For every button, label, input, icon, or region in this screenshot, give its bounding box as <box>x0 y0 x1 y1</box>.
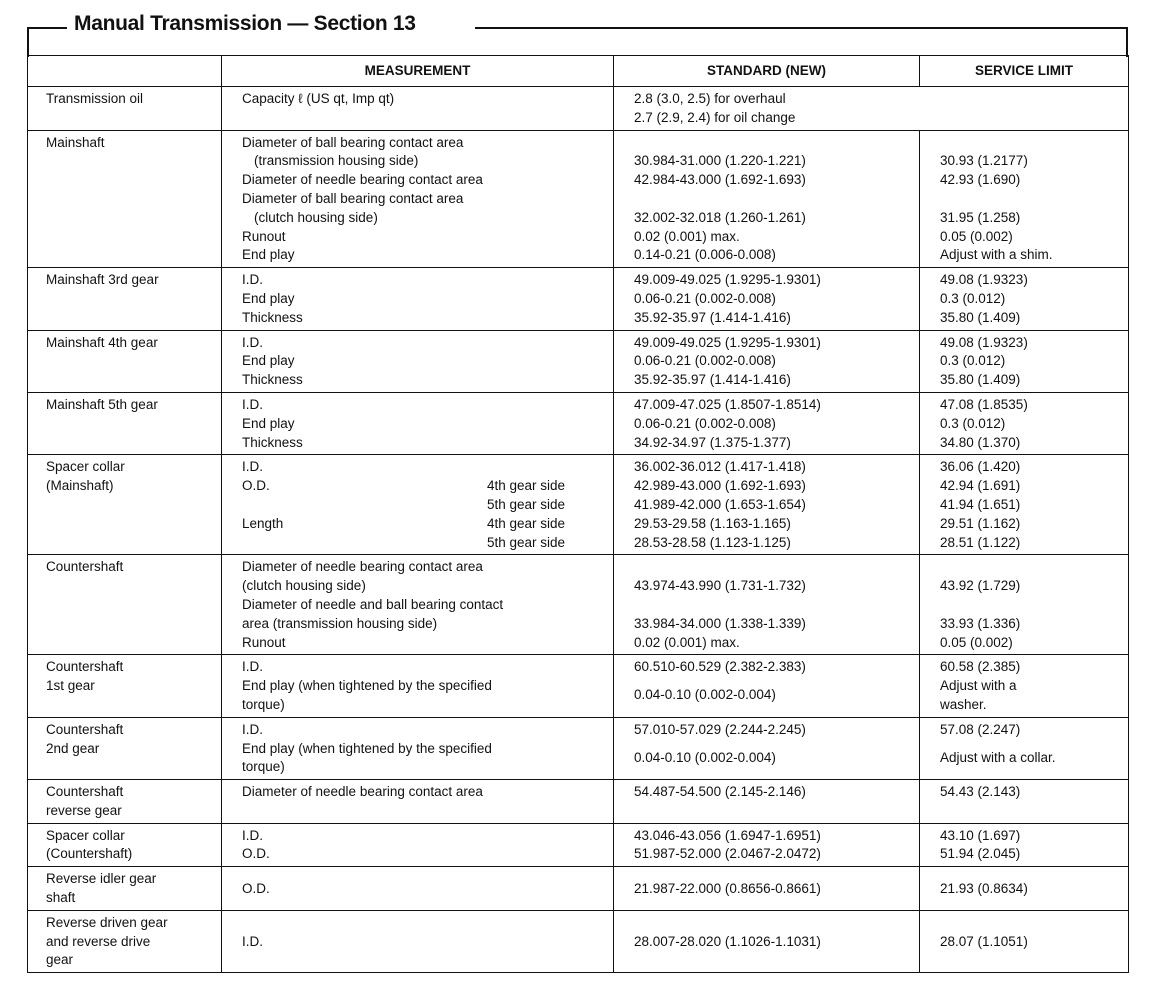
limit-value: 0.05 (0.002) <box>940 228 1013 244</box>
measurement-label: End play (when tightened by the specified <box>242 740 492 756</box>
service-limit-cell <box>920 717 1129 779</box>
limit-value: 60.58 (2.385) <box>940 659 1021 675</box>
service-limit-cell <box>920 555 1129 655</box>
standard-value: 28.53-28.58 (1.123-1.125) <box>634 534 791 550</box>
measurement-label: area (transmission housing side) <box>242 615 438 631</box>
measurement-cell <box>222 330 614 392</box>
table-row <box>28 268 1129 330</box>
table-row <box>28 392 1129 454</box>
limit-value: 35.80 (1.409) <box>940 309 1021 325</box>
table-row <box>28 555 1129 655</box>
standard-cell <box>614 780 920 824</box>
standard-value: 0.06-0.21 (0.002-0.008) <box>634 415 776 431</box>
standard-value: 34.92-34.97 (1.375-1.377) <box>634 434 791 450</box>
page-title: Manual Transmission — Section 13 <box>68 12 422 36</box>
limit-value: 54.43 (2.143) <box>940 784 1021 800</box>
service-limit-cell <box>920 867 1129 911</box>
measurement-label: End play <box>242 290 295 306</box>
item-label: gear <box>46 952 74 968</box>
item-cell <box>28 268 222 330</box>
standard-cell <box>614 655 920 717</box>
measurement-label: Diameter of needle bearing contact area <box>242 784 483 800</box>
standard-cell <box>614 823 920 867</box>
standard-value: 0.04-0.10 (0.002-0.004) <box>634 749 776 765</box>
header-service-limit: SERVICE LIMIT <box>920 56 1129 87</box>
standard-cell <box>614 392 920 454</box>
limit-value: 30.93 (1.2177) <box>940 153 1028 169</box>
header-row <box>28 56 1129 87</box>
measurement-label: Thickness <box>242 309 303 325</box>
measurement-label: Capacity ℓ (US qt, Imp qt) <box>242 91 395 106</box>
measurement-label: O.D. <box>242 846 270 862</box>
measurement-cell <box>222 555 614 655</box>
item-label: Reverse driven gear <box>46 914 168 930</box>
item-label: Spacer collar <box>46 459 125 475</box>
standard-value: 33.984-34.000 (1.338-1.339) <box>634 615 806 631</box>
item-cell <box>28 867 222 911</box>
limit-value: 28.07 (1.1051) <box>940 933 1028 949</box>
limit-value: 34.80 (1.370) <box>940 434 1021 450</box>
table-row <box>28 330 1129 392</box>
limit-value: 42.94 (1.691) <box>940 478 1021 494</box>
measurement-label: Length <box>242 515 284 531</box>
limit-value: 49.08 (1.9323) <box>940 334 1028 350</box>
measurement-label: End play (when tightened by the specified <box>242 678 492 694</box>
standard-cell <box>614 555 920 655</box>
limit-value: 0.3 (0.012) <box>940 415 1006 431</box>
measurement-sublabel: 4th gear side <box>487 515 566 531</box>
item-label: 1st gear <box>46 678 95 694</box>
standard-value: 0.06-0.21 (0.002-0.008) <box>634 353 776 369</box>
measurement-cell <box>222 780 614 824</box>
standard-value: 42.989-43.000 (1.692-1.693) <box>634 478 806 494</box>
standard-value: 41.989-42.000 (1.653-1.654) <box>634 496 806 512</box>
item-label: Spacer collar <box>46 827 125 843</box>
limit-value: 29.51 (1.162) <box>940 515 1021 531</box>
service-limit-cell <box>920 130 1129 268</box>
limit-value: 0.05 (0.002) <box>940 634 1013 650</box>
measurement-label: End play <box>242 353 295 369</box>
standard-value: 51.987-52.000 (2.0467-2.0472) <box>634 846 821 862</box>
limit-value: 33.93 (1.336) <box>940 615 1021 631</box>
item-label: (Mainshaft) <box>46 478 114 494</box>
measurement-label: Diameter of needle and ball bearing contact <box>242 596 504 612</box>
item-cell <box>28 392 222 454</box>
item-label: Mainshaft 4th gear <box>46 334 158 350</box>
limit-value: 47.08 (1.8535) <box>940 396 1028 412</box>
item-label: Countershaft <box>46 721 124 737</box>
measurement-cell <box>222 867 614 911</box>
item-cell <box>28 910 222 972</box>
standard-value: 43.046-43.056 (1.6947-1.6951) <box>634 827 821 843</box>
standard-value: 0.06-0.21 (0.002-0.008) <box>634 290 776 306</box>
measurement-label: Thickness <box>242 434 303 450</box>
table-row <box>28 87 1129 131</box>
frame-left-line <box>27 27 29 57</box>
standard-value: 43.974-43.990 (1.731-1.732) <box>634 578 806 594</box>
standard-cell <box>614 87 1129 131</box>
limit-value: 28.51 (1.122) <box>940 534 1021 550</box>
measurement-cell <box>222 87 614 131</box>
measurement-cell <box>222 392 614 454</box>
item-label: 2nd gear <box>46 740 100 756</box>
measurement-sublabel: 5th gear side <box>487 534 566 550</box>
measurement-sublabel: 4th gear side <box>487 478 566 494</box>
table-row <box>28 867 1129 911</box>
measurement-label: I.D. <box>242 272 264 288</box>
standard-cell <box>614 867 920 911</box>
measurement-cell <box>222 455 614 555</box>
measurement-label: O.D. <box>242 478 270 494</box>
standard-value: 57.010-57.029 (2.244-2.245) <box>634 721 806 737</box>
standard-value: 21.987-22.000 (0.8656-0.8661) <box>634 880 821 896</box>
standard-value: 49.009-49.025 (1.9295-1.9301) <box>634 334 821 350</box>
measurement-label: End play <box>242 247 295 263</box>
item-label: Countershaft <box>46 784 124 800</box>
measurement-label: (clutch housing side) <box>242 578 366 594</box>
limit-value: 31.95 (1.258) <box>940 209 1021 225</box>
standard-value: 0.02 (0.001) max. <box>634 634 740 650</box>
service-limit-cell <box>920 655 1129 717</box>
standard-value: 60.510-60.529 (2.382-2.383) <box>634 659 806 675</box>
measurement-label: Diameter of ball bearing contact area <box>242 134 464 150</box>
limit-value: Adjust with a collar. <box>940 749 1056 765</box>
standard-value: 35.92-35.97 (1.414-1.416) <box>634 372 791 388</box>
frame-top-right-line <box>475 27 1128 29</box>
service-limit-cell <box>920 330 1129 392</box>
table-row <box>28 823 1129 867</box>
measurement-label: Diameter of needle bearing contact area <box>242 172 483 188</box>
limit-value: 41.94 (1.651) <box>940 496 1021 512</box>
item-cell <box>28 780 222 824</box>
header-item <box>28 56 222 87</box>
standard-cell <box>614 910 920 972</box>
service-limit-cell <box>920 455 1129 555</box>
item-label: Reverse idler gear <box>46 871 157 887</box>
service-limit-cell <box>920 910 1129 972</box>
header-measurement: MEASUREMENT <box>222 56 614 87</box>
service-limit-cell <box>920 780 1129 824</box>
standard-cell <box>614 268 920 330</box>
item-label: Countershaft <box>46 659 124 675</box>
limit-value: 49.08 (1.9323) <box>940 272 1028 288</box>
measurement-label: I.D. <box>242 396 264 412</box>
limit-value: 0.3 (0.012) <box>940 353 1006 369</box>
limit-value: 0.3 (0.012) <box>940 290 1006 306</box>
standard-value: 30.984-31.000 (1.220-1.221) <box>634 153 806 169</box>
limit-value: Adjust with a <box>940 678 1017 694</box>
measurement-label: torque) <box>242 696 285 712</box>
standard-value: 0.02 (0.001) max. <box>634 228 740 244</box>
measurement-cell <box>222 268 614 330</box>
item-cell <box>28 823 222 867</box>
measurement-label: I.D. <box>242 827 264 843</box>
item-label: Transmission oil <box>46 91 144 106</box>
header-standard: STANDARD (NEW) <box>614 56 920 87</box>
measurement-label: (clutch housing side) <box>254 209 378 225</box>
limit-value: 43.92 (1.729) <box>940 578 1021 594</box>
measurement-label: O.D. <box>242 880 270 896</box>
item-cell <box>28 87 222 131</box>
standard-value: 54.487-54.500 (2.145-2.146) <box>634 784 806 800</box>
measurement-label: I.D. <box>242 659 264 675</box>
measurement-cell <box>222 823 614 867</box>
item-label: and reverse drive <box>46 933 151 949</box>
measurement-cell <box>222 130 614 268</box>
table-row <box>28 130 1129 268</box>
standard-value: 47.009-47.025 (1.8507-1.8514) <box>634 396 821 412</box>
service-limit-cell <box>920 392 1129 454</box>
measurement-label: Thickness <box>242 372 303 388</box>
standard-cell <box>614 330 920 392</box>
measurement-label: Diameter of ball bearing contact area <box>242 190 464 206</box>
specification-table <box>27 55 1129 973</box>
standard-value: 0.14-0.21 (0.006-0.008) <box>634 247 776 263</box>
item-cell <box>28 717 222 779</box>
standard-value: 35.92-35.97 (1.414-1.416) <box>634 309 791 325</box>
item-cell <box>28 130 222 268</box>
table-row <box>28 455 1129 555</box>
measurement-label: Runout <box>242 634 286 650</box>
measurement-label: I.D. <box>242 334 264 350</box>
standard-value: 49.009-49.025 (1.9295-1.9301) <box>634 272 821 288</box>
limit-value: 36.06 (1.420) <box>940 459 1021 475</box>
item-cell <box>28 655 222 717</box>
item-label: Mainshaft 5th gear <box>46 396 158 412</box>
item-label: shaft <box>46 890 76 906</box>
limit-value: 35.80 (1.409) <box>940 372 1021 388</box>
frame-right-line <box>1126 27 1128 57</box>
measurement-label: I.D. <box>242 459 264 475</box>
limit-value: 43.10 (1.697) <box>940 827 1021 843</box>
item-cell <box>28 455 222 555</box>
limit-value: 51.94 (2.045) <box>940 846 1021 862</box>
standard-value: 32.002-32.018 (1.260-1.261) <box>634 209 806 225</box>
measurement-label: End play <box>242 415 295 431</box>
service-limit-cell <box>920 823 1129 867</box>
limit-value: Adjust with a shim. <box>940 247 1053 263</box>
standard-cell <box>614 130 920 268</box>
item-label: Countershaft <box>46 559 124 575</box>
measurement-cell <box>222 717 614 779</box>
item-label: Mainshaft 3rd gear <box>46 272 159 288</box>
standard-value: 2.7 (2.9, 2.4) for oil change <box>634 109 796 125</box>
measurement-label: I.D. <box>242 721 264 737</box>
table-row <box>28 655 1129 717</box>
item-label: (Countershaft) <box>46 846 133 862</box>
limit-value: washer. <box>940 696 987 712</box>
measurement-label: torque) <box>242 759 285 775</box>
limit-value: 42.93 (1.690) <box>940 172 1021 188</box>
standard-value: 2.8 (3.0, 2.5) for overhaul <box>634 91 786 106</box>
measurement-cell <box>222 655 614 717</box>
item-label: reverse gear <box>46 802 122 818</box>
measurement-sublabel: 5th gear side <box>487 496 566 512</box>
frame-top-left-line <box>27 27 67 29</box>
table-row <box>28 780 1129 824</box>
measurement-cell <box>222 910 614 972</box>
standard-value: 29.53-29.58 (1.163-1.165) <box>634 515 791 531</box>
measurement-label: Diameter of needle bearing contact area <box>242 559 483 575</box>
measurement-label: (transmission housing side) <box>254 153 419 169</box>
standard-cell <box>614 455 920 555</box>
measurement-label: I.D. <box>242 933 264 949</box>
limit-value: 57.08 (2.247) <box>940 721 1021 737</box>
standard-value: 0.04-0.10 (0.002-0.004) <box>634 687 776 703</box>
item-cell <box>28 555 222 655</box>
standard-value: 28.007-28.020 (1.1026-1.1031) <box>634 933 821 949</box>
item-label: Mainshaft <box>46 134 105 150</box>
measurement-label: Runout <box>242 228 286 244</box>
standard-value: 42.984-43.000 (1.692-1.693) <box>634 172 806 188</box>
standard-cell <box>614 717 920 779</box>
item-cell <box>28 330 222 392</box>
limit-value: 21.93 (0.8634) <box>940 880 1028 896</box>
table-row <box>28 910 1129 972</box>
table-row <box>28 717 1129 779</box>
service-limit-cell <box>920 268 1129 330</box>
standard-value: 36.002-36.012 (1.417-1.418) <box>634 459 806 475</box>
